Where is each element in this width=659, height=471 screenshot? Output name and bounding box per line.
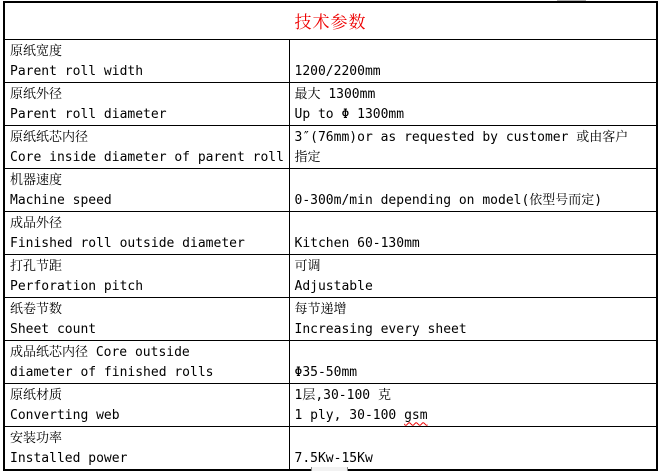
param-value-line1 [295, 429, 655, 449]
table-row-perforation-pitch [4, 254, 657, 297]
param-value-line2 [295, 406, 655, 426]
param-label-en: Parent roll width [10, 63, 144, 79]
scrollbar-fragment-bottom[interactable] [311, 467, 348, 471]
param-value-line2: 0-300m/min depending on model(依型号而定) [294, 192, 603, 208]
param-label-cn: 打孔节距 [10, 258, 63, 274]
param-value-line1 [295, 171, 655, 191]
param-value-line1: 1层,30-100 克 [294, 387, 391, 403]
param-label-cell [4, 39, 289, 82]
param-label-en: diameter of finished rolls [10, 364, 214, 380]
param-label-cell [4, 211, 289, 254]
param-label-en: Finished roll outside diameter [10, 235, 245, 251]
param-label-en: Converting web [10, 407, 120, 423]
table-title: 技术参数 [294, 13, 367, 34]
table-row-core-inside-diameter [4, 125, 657, 168]
param-value-line1: 最大 1300mm [294, 86, 376, 102]
table-title-row [4, 2, 657, 39]
param-label-cn: 纸卷节数 [10, 301, 63, 317]
param-value-cell [289, 383, 657, 426]
param-label-en: Perforation pitch [10, 278, 144, 294]
param-value-line2: Kitchen 60-130mm [294, 235, 420, 251]
param-label-cell [4, 383, 289, 426]
table-row-parent-roll-width [4, 39, 657, 82]
table-row-core-outside-diameter [4, 340, 657, 383]
param-label-cell [4, 254, 289, 297]
param-label-cn: 成品外径 [10, 215, 63, 231]
param-label-cell [4, 426, 289, 470]
param-label-en: Machine speed [10, 192, 112, 208]
tech-specs-table [3, 1, 658, 471]
param-value-cell [289, 168, 657, 211]
param-label-en: Installed power [10, 450, 128, 466]
param-value-line2: 7.5Kw-15Kw [294, 450, 373, 466]
param-value-cell [289, 426, 657, 470]
table-row-installed-power [4, 426, 657, 470]
param-label-cell [4, 82, 289, 125]
param-value-line2: 指定 [294, 149, 321, 165]
spellcheck-underlined-word: gsm [404, 407, 428, 423]
param-label-cn: 成品纸芯内径 Core outside [10, 344, 190, 360]
param-label-cn: 安装功率 [10, 430, 63, 446]
param-value-cell [289, 39, 657, 82]
param-label-cell [4, 168, 289, 211]
param-value-cell [289, 254, 657, 297]
param-label-cell [4, 297, 289, 340]
table-row-finished-roll-diameter [4, 211, 657, 254]
param-label-en: Sheet count [10, 321, 97, 337]
table-row-parent-roll-diameter [4, 82, 657, 125]
param-value-line1: 可调 [294, 258, 321, 274]
table-row-sheet-count [4, 297, 657, 340]
table-row-converting-web [4, 383, 657, 426]
param-value-line2: Increasing every sheet [294, 321, 467, 337]
param-value-cell [289, 340, 657, 383]
param-value-line2: 1200/2200mm [294, 63, 381, 79]
param-label-cn: 原纸外径 [10, 86, 63, 102]
param-label-en: Parent roll diameter [10, 106, 167, 122]
param-label-cn: 原纸纸芯内径 [10, 129, 89, 145]
param-value-line1 [295, 343, 655, 363]
param-value-line1 [295, 42, 655, 62]
table-row-machine-speed [4, 168, 657, 211]
param-value-line1: 每节递增 [294, 301, 347, 317]
param-label-cn: 原纸宽度 [10, 43, 63, 59]
param-value-line2: Φ35-50mm [294, 364, 358, 380]
param-value-text: 1 ply, 30-100 [294, 407, 405, 423]
param-value-cell [289, 297, 657, 340]
param-label-en: Core inside diameter of parent roll [10, 149, 284, 165]
param-value-line2: Up to Φ 1300mm [294, 106, 405, 122]
param-value-cell [289, 82, 657, 125]
param-value-line1 [295, 214, 655, 234]
param-value-line1: 3″(76mm)or as requested by customer 或由客户 [294, 129, 629, 145]
param-label-cn: 原纸材质 [10, 387, 63, 403]
param-label-cn: 机器速度 [10, 172, 63, 188]
param-label-cell [4, 340, 289, 383]
param-value-line2: Adjustable [294, 278, 373, 294]
table-title-cell [4, 2, 657, 39]
param-value-cell [289, 125, 657, 168]
param-label-cell [4, 125, 289, 168]
param-value-cell [289, 211, 657, 254]
